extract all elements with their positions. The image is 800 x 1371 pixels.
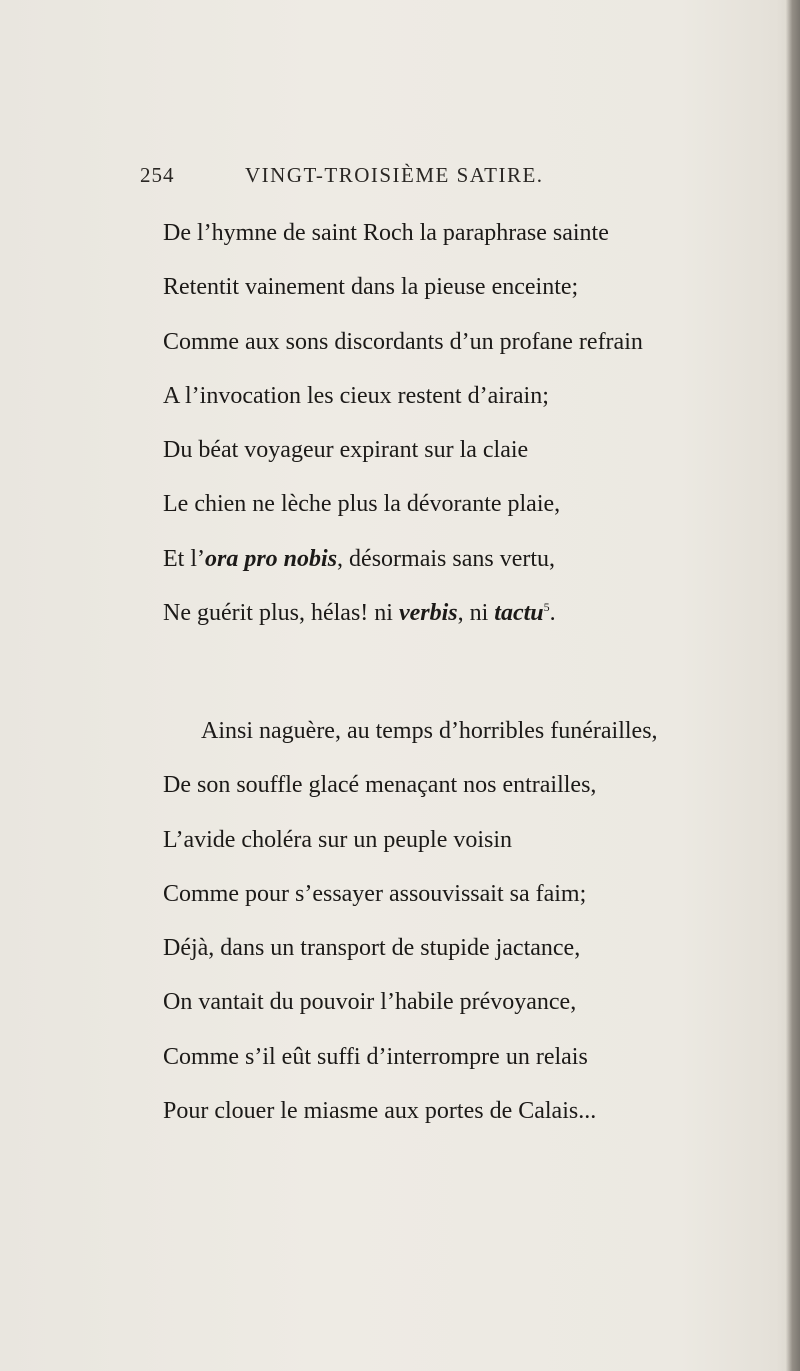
verse-line: Retentit vainement dans la pieuse enceinte; (163, 274, 579, 301)
verse-line: L’avide choléra sur un peuple voisin (163, 826, 513, 853)
stanza-1 (163, 218, 723, 652)
verse-text: . (549, 600, 556, 627)
verse-line: On vantait du pouvoir l’habile prévoyance, (163, 989, 577, 1016)
footnote-marker: 5 (543, 600, 550, 615)
verse-line: Ainsi naguère, au temps d’horribles funérailles, (201, 718, 658, 744)
verse-text: Et l’ (163, 545, 205, 572)
verse-line: De son souffle glacé menaçant nos entrailles, (163, 772, 597, 799)
verse-text: , ni (457, 600, 495, 627)
verse-line: Comme pour s’essayer assouvissait sa faim; (163, 880, 587, 907)
page-number: 254 (140, 163, 175, 187)
verse-line: Pour clouer le miasme aux portes de Calais... (163, 1098, 597, 1125)
verse-text: , désormais sans vertu, (337, 545, 556, 572)
running-head (140, 163, 610, 193)
verse-line: Comme aux sons discordants d’un profane refrain (163, 328, 643, 355)
verse-line: De l’hymne de saint Roch la paraphrase sainte (163, 220, 609, 246)
verse-line: A l’invocation les cieux restent d’airain; (163, 382, 549, 409)
latin-word: verbis (398, 600, 458, 627)
running-title: VINGT-TROISIÈME SATIRE. (245, 163, 544, 187)
verse-line: Du béat voyageur expirant sur la claie (163, 437, 529, 464)
verse-line (163, 598, 723, 652)
verse-line (163, 544, 723, 598)
latin-word: tactu (494, 600, 544, 627)
verse-line: Déjà, dans un transport de stupide jactance, (163, 935, 581, 962)
verse-line: Comme s’il eût suffi d’interrompre un relais (163, 1043, 588, 1070)
page-edge-shadow (786, 0, 800, 1371)
latin-phrase: ora pro nobis (205, 545, 338, 572)
verse-text: Ne guérit plus, hélas! ni (163, 600, 399, 627)
stanza-2 (163, 716, 723, 1150)
verse-line: Le chien ne lèche plus la dévorante plaie, (163, 491, 561, 518)
